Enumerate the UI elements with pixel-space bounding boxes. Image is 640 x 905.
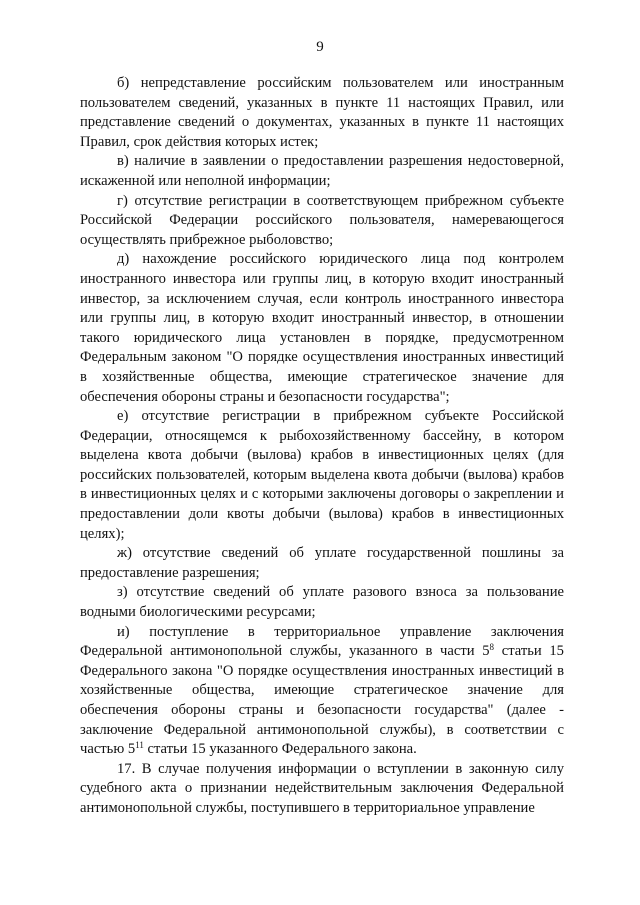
paragraph-17: 17. В случае получения информации о вступлении в законную силу судебного акта о признании недействительным заключения Федеральной антимонопольной службы, поступившего в территориальное управление [80,760,564,816]
paragraph-i-part-3: статьи 15 указанного Федерального закона. [143,741,417,758]
paragraph-zh: ж) отсутствие сведений об уплате государственной пошлины за предоставление разрешения; [80,545,564,581]
paragraph-z: з) отсутствие сведений об уплате разового взноса за пользование водными биологическими ресурсами; [80,584,564,621]
paragraph-d: д) нахождение российского юридического лица под контролем иностранного инвестора или группы лиц, в которую входит иностранный инвестор, за исключением случая, если контроль иностранного инвестора или группы лиц, в которую входит иностранный инвестор, в отношении такого юридического лица установлен в порядке, предусмотренном Федеральным законом "О порядке осуществления иностранных инвестиций в хозяйственные общества, имеющие стратегическое значение для обеспечения обороны страны и безопасности государства"; [80,251,564,405]
page-number: 9 [316,39,324,55]
paragraph-g: г) отсутствие регистрации в соответствующем прибрежном субъекте Российской Федерации российского пользователя, намеревающегося осуществлять прибрежное рыболовство; [80,192,564,248]
superscript-8: 8 [489,642,495,653]
paragraph-v: в) наличие в заявлении о предоставлении разрешения недостоверной, искаженной или неполной информации; [80,153,564,189]
paragraph-i-part-2: статьи 15 Федерального закона "О порядке осуществления иностранных инвестиций в хозяйственные общества, имеющие стратегическое значение для обеспечения обороны страны и безопасности государства" (далее - заключение Федеральной антимонопольной службы), в соответствии с частью 5 [80,643,564,758]
document-body [80,74,564,819]
superscript-11: 11 [135,740,144,751]
paragraph-i [80,623,564,760]
paragraph-i-part-1: и) поступление в территориальное управление заключения Федеральной антимонопольной службы, указанного в части 5 [80,623,564,660]
paragraph-b: б) непредставление российским пользователем или иностранным пользователем сведений, указанных в пункте 11 настоящих Правил, или представление сведений о документах, указанных в пункте 11 настоящих Правил, срок действия которых истек; [80,75,564,150]
paragraph-e: е) отсутствие регистрации в прибрежном субъекте Российской Федерации, относящемся к рыбохозяйственному бассейну, в котором выделена квота добычи (вылова) крабов в инвестиционных целях (для российских пользователей, которым выделена квота добычи (вылова) крабов в инвестиционных целях и с которыми заключены договоры о закреплении и предоставлении доли квоты добычи (вылова) крабов в инвестиционных целях); [80,408,564,542]
